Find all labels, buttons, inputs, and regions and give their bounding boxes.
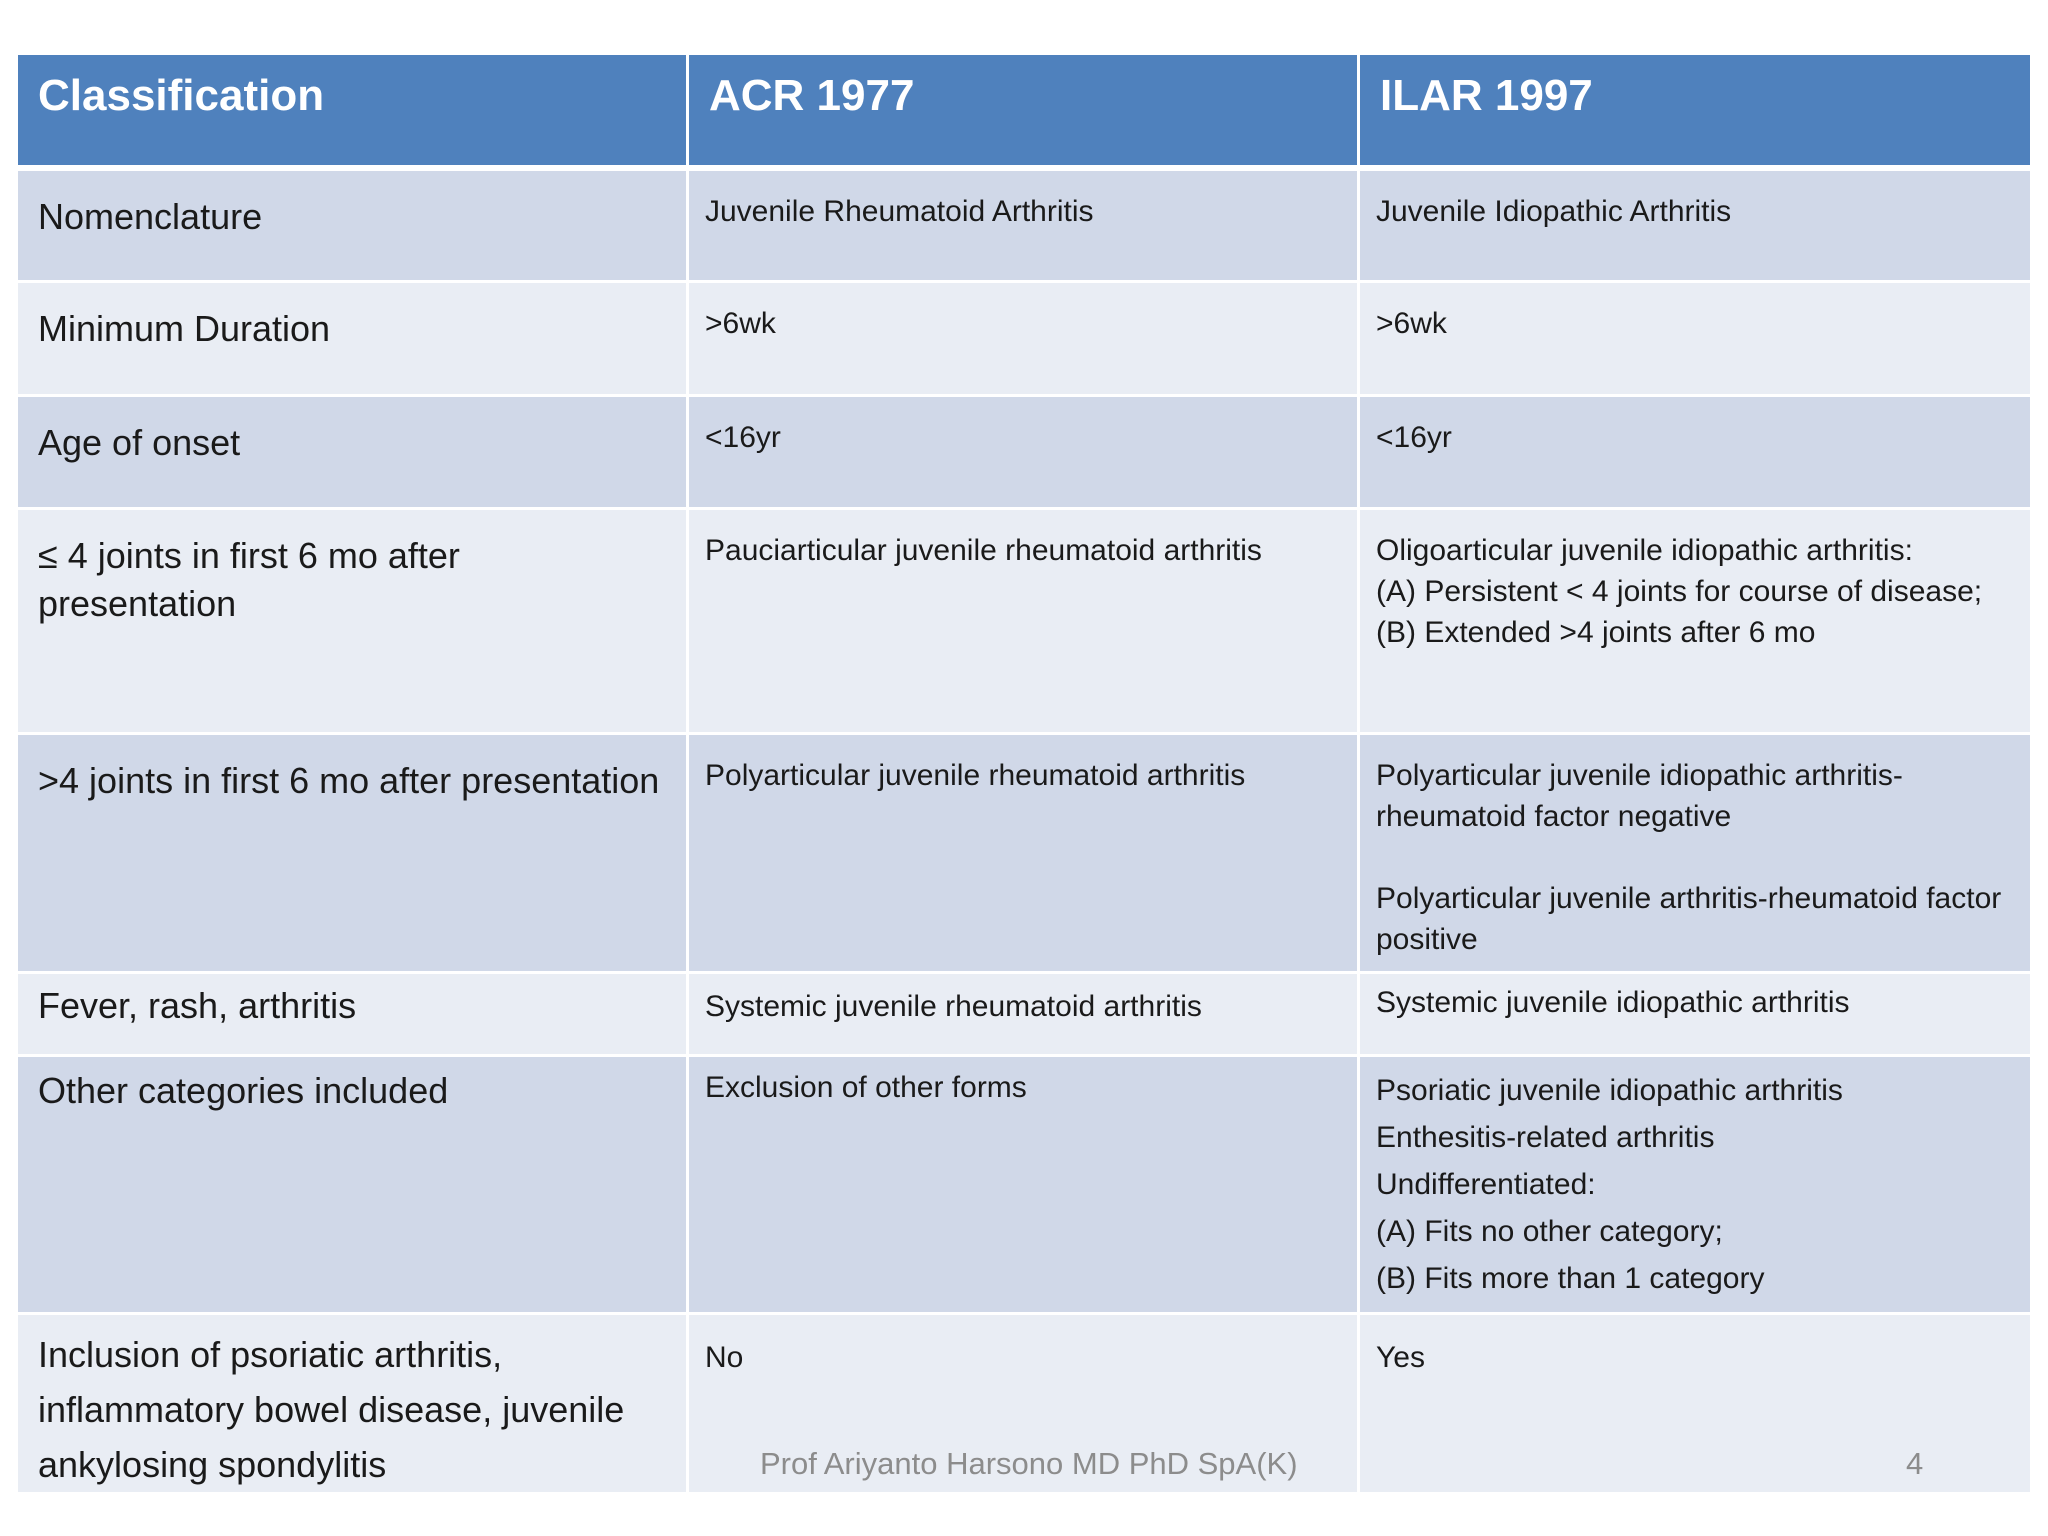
ilar-cell bbox=[1360, 735, 2030, 974]
ilar-cell bbox=[1360, 974, 2030, 1057]
cell-line: Polyarticular juvenile arthritis-rheumatoid factor positive bbox=[1376, 882, 2002, 956]
header-acr-1977: ACR 1977 bbox=[689, 55, 1360, 171]
table-row bbox=[18, 397, 2030, 510]
table-header-row bbox=[18, 55, 2030, 171]
table-row bbox=[18, 171, 2030, 283]
cell-line: (A) Fits no other category; bbox=[1376, 1215, 1723, 1248]
cell-line: Juvenile Rheumatoid Arthritis bbox=[705, 195, 1094, 228]
cell-line: Exclusion of other forms bbox=[705, 1071, 1027, 1104]
cell-line: Psoriatic juvenile idiopathic arthritis bbox=[1376, 1074, 1843, 1107]
cell-line: Yes bbox=[1376, 1341, 1425, 1374]
ilar-cell bbox=[1360, 1057, 2030, 1315]
table-row bbox=[18, 283, 2030, 397]
cell-line: Systemic juvenile idiopathic arthritis bbox=[1376, 986, 1850, 1019]
row-label: Fever, rash, arthritis bbox=[18, 974, 689, 1057]
cell-line: (B) Fits more than 1 category bbox=[1376, 1262, 1765, 1295]
acr-cell bbox=[689, 510, 1360, 735]
header-ilar-1997: ILAR 1997 bbox=[1360, 55, 2030, 171]
table-row bbox=[18, 974, 2030, 1057]
header-classification: Classification bbox=[18, 55, 689, 171]
ilar-cell bbox=[1360, 283, 2030, 397]
cell-line: Juvenile Idiopathic Arthritis bbox=[1376, 195, 1732, 228]
cell-line: Undifferentiated: bbox=[1376, 1168, 1596, 1201]
cell-line: >6wk bbox=[1376, 307, 1447, 340]
cell-line: Polyarticular juvenile idiopathic arthritis-rheumatoid factor negative bbox=[1376, 759, 1903, 833]
acr-cell bbox=[689, 171, 1360, 283]
cell-line: Oligoarticular juvenile idiopathic arthritis: bbox=[1376, 534, 1913, 567]
ilar-cell bbox=[1360, 510, 2030, 735]
footer-author: Prof Ariyanto Harsono MD PhD SpA(K) bbox=[760, 1446, 1298, 1481]
row-label: Other categories included bbox=[18, 1057, 689, 1315]
acr-cell bbox=[689, 1057, 1360, 1315]
table-row bbox=[18, 510, 2030, 735]
cell-line: No bbox=[705, 1341, 744, 1374]
row-label: >4 joints in first 6 mo after presentation bbox=[18, 735, 689, 974]
cell-line: <16yr bbox=[1376, 421, 1452, 454]
table-row bbox=[18, 1057, 2030, 1315]
acr-cell bbox=[689, 283, 1360, 397]
ilar-cell bbox=[1360, 171, 2030, 283]
row-label: Inclusion of psoriatic arthritis, inflammatory bowel disease, juvenile ankylosing spondylitis bbox=[18, 1315, 689, 1495]
acr-cell bbox=[689, 735, 1360, 974]
page-number: 4 bbox=[1906, 1446, 1924, 1481]
cell-line: Enthesitis-related arthritis bbox=[1376, 1121, 1715, 1154]
classification-table bbox=[18, 55, 2030, 1495]
cell-line: (A) Persistent < 4 joints for course of disease; bbox=[1376, 575, 1983, 608]
row-label: Age of onset bbox=[18, 397, 689, 510]
cell-line: Polyarticular juvenile rheumatoid arthritis bbox=[705, 759, 1246, 792]
table-row bbox=[18, 735, 2030, 974]
cell-line: Systemic juvenile rheumatoid arthritis bbox=[705, 990, 1202, 1023]
cell-line: (B) Extended >4 joints after 6 mo bbox=[1376, 616, 1816, 649]
row-label: Minimum Duration bbox=[18, 283, 689, 397]
row-label: Nomenclature bbox=[18, 171, 689, 283]
acr-cell bbox=[689, 397, 1360, 510]
cell-line: >6wk bbox=[705, 307, 776, 340]
row-label: ≤ 4 joints in first 6 mo after presentation bbox=[18, 510, 689, 735]
acr-cell bbox=[689, 974, 1360, 1057]
cell-line: <16yr bbox=[705, 421, 781, 454]
ilar-cell bbox=[1360, 397, 2030, 510]
ilar-cell bbox=[1360, 1315, 2030, 1495]
cell-line: Pauciarticular juvenile rheumatoid arthritis bbox=[705, 534, 1262, 567]
